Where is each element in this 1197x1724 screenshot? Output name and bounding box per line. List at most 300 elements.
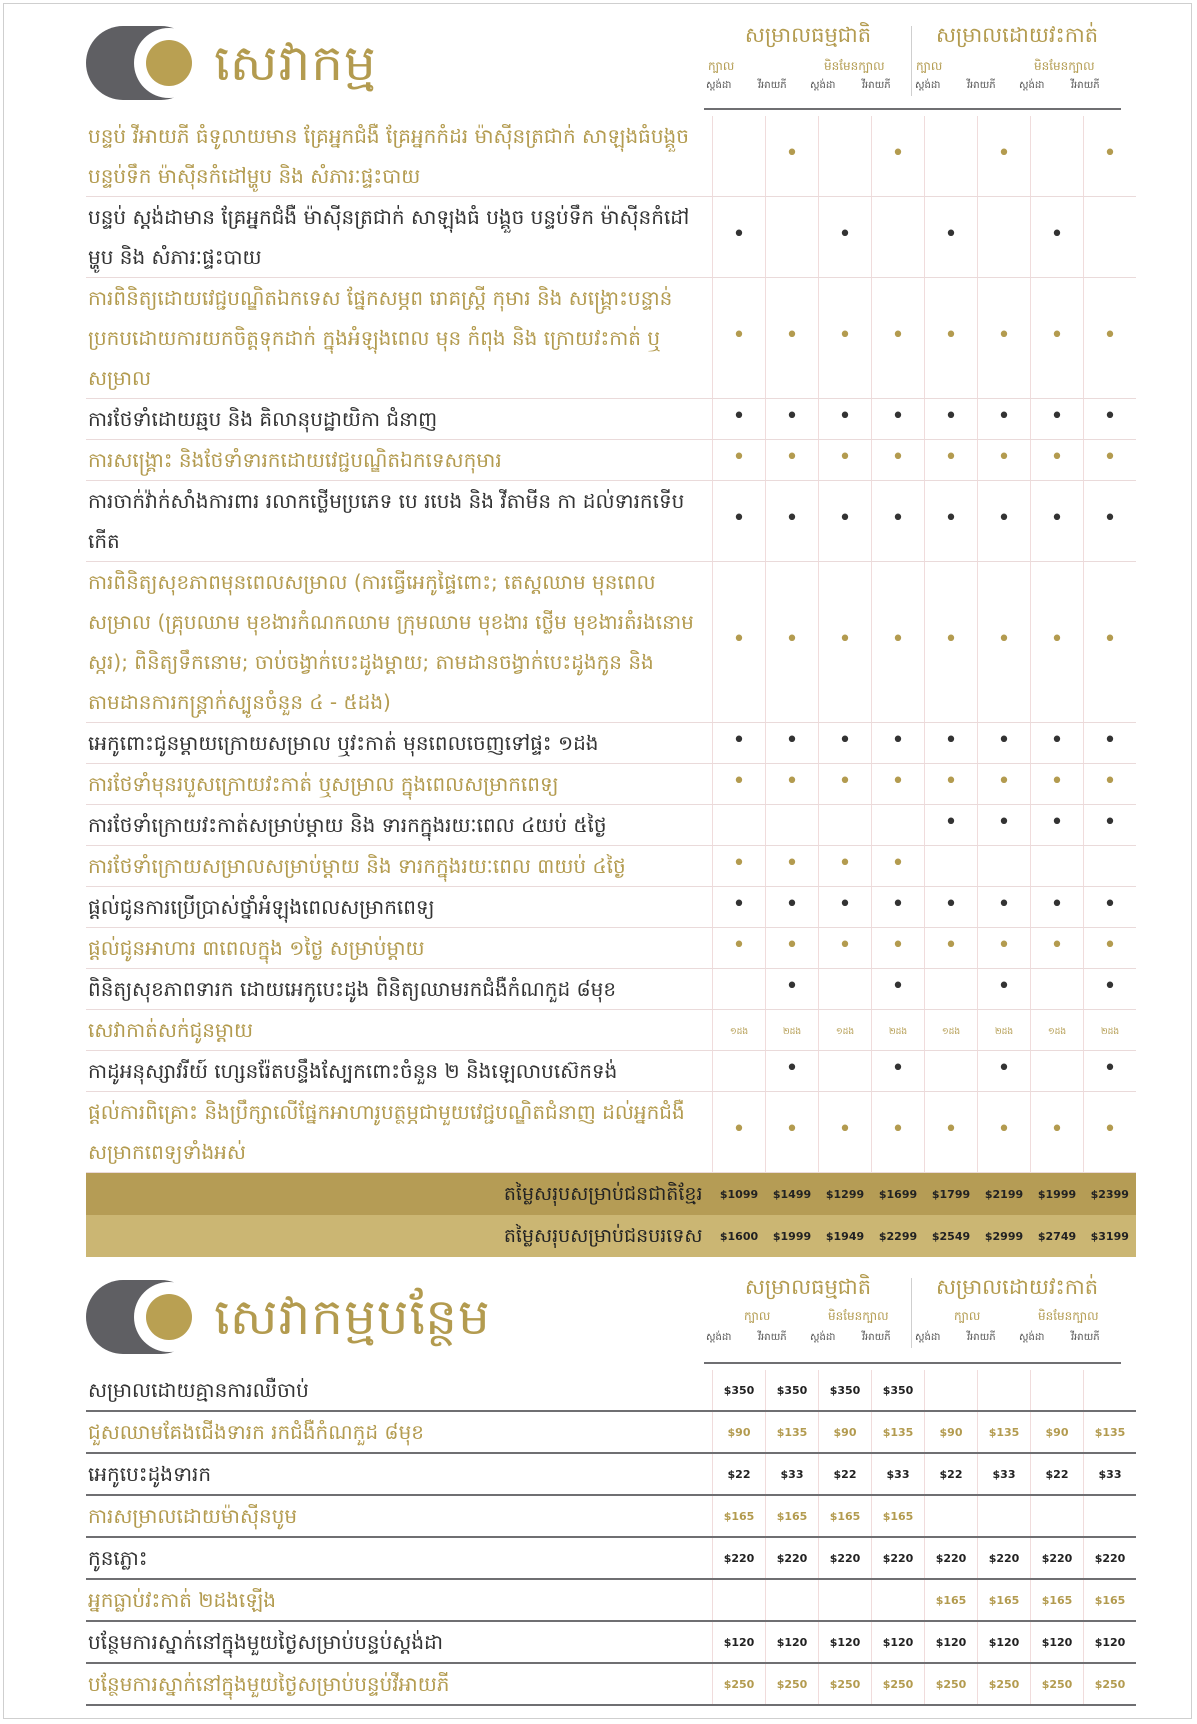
service-label: ផ្តល់ការពិគ្រោះ និងប្រឹក្សាលើផ្នែកអាហារូបត្ថម្ភជាមួយវេជ្ជបណ្ឌិតជំនាញ ដល់អ្នកជំងឺសម្រាកពេទ្យទាំងអស់	[86, 1092, 713, 1173]
extra-service-price: $22	[819, 1453, 872, 1495]
service-cell	[978, 399, 1031, 440]
service-mark: •	[1103, 506, 1117, 531]
service-cell	[1031, 723, 1084, 764]
service-mark: •	[732, 404, 746, 429]
service-row	[86, 440, 1136, 481]
service-cell	[872, 1051, 925, 1092]
sub-nonhead-label: មិនមែនក្បាល	[824, 59, 885, 73]
service-mark: •	[997, 506, 1011, 531]
service-cell	[1084, 481, 1137, 562]
service-mark: •	[997, 627, 1011, 652]
service-mark: •	[1103, 728, 1117, 753]
service-cell	[1084, 1092, 1137, 1173]
extra-service-price: $135	[978, 1411, 1031, 1453]
service-cell	[978, 481, 1031, 562]
price-label: តម្លៃសរុបសម្រាប់ជនជាតិខ្មែរ	[503, 1183, 703, 1205]
service-mark: •	[785, 141, 799, 166]
service-cell	[766, 969, 819, 1010]
price-label: តម្លៃសរុបសម្រាប់ជនបរទេស	[503, 1225, 703, 1247]
service-mark: ១ដង	[941, 1026, 961, 1037]
service-cell	[872, 764, 925, 805]
subsub-standard: ស្តង់ដា	[915, 80, 941, 91]
service-label: បន្ទប់ ស្តង់ដាមាន គ្រែអ្នកជំងឺ ម៉ាស៊ីនត្រជាក់ សាឡុងធំ បង្គួច បន្ទប់ទឹក ម៉ាស៊ីនកំដៅម្ហូប និង សំភារៈផ្ទះបាយ	[86, 197, 713, 278]
service-cell	[766, 278, 819, 399]
extra-services-table	[86, 1370, 1136, 1706]
service-cell	[819, 278, 872, 399]
service-cell	[819, 1051, 872, 1092]
price-value: $1949	[825, 1229, 865, 1243]
service-cell	[1084, 846, 1137, 887]
service-cell	[1084, 723, 1137, 764]
extra-service-price: $22	[713, 1453, 766, 1495]
service-label: ផ្តល់ជូនអាហារ ៣ពេលក្នុង ១ថ្ងៃ សម្រាប់ម្តាយ	[86, 928, 713, 969]
service-mark: •	[785, 974, 799, 999]
service-cell	[819, 1092, 872, 1173]
service-cell	[925, 562, 978, 723]
service-cell	[872, 399, 925, 440]
service-cell	[713, 887, 766, 928]
service-cell	[766, 764, 819, 805]
extra-service-price: $350	[872, 1370, 925, 1411]
extra-service-label: ជួសឈាមគែងជើងទារក រកជំងឺកំណកួដ ៨មុខ	[86, 1411, 713, 1453]
service-cell	[819, 887, 872, 928]
service-cell	[1031, 278, 1084, 399]
service-cell	[1084, 399, 1137, 440]
service-cell	[713, 440, 766, 481]
service-cell	[1084, 197, 1137, 278]
service-cell	[1031, 399, 1084, 440]
service-mark: •	[732, 851, 746, 876]
service-row	[86, 1092, 1136, 1173]
service-mark: •	[732, 222, 746, 247]
service-cell	[713, 197, 766, 278]
service-row	[86, 764, 1136, 805]
service-mark: •	[785, 1117, 799, 1142]
service-cell	[925, 887, 978, 928]
service-row	[86, 116, 1136, 197]
service-mark: •	[838, 892, 852, 917]
service-label: ការពិនិត្យដោយវេជ្ជបណ្ឌិតឯកទេស ផ្នែកសម្ភព រោគស្ត្រី កុមារ និង សង្គ្រោះបន្ទាន់ ប្រកបដោយការយកចិត្តទុកដាក់ ក្នុងអំឡុងពេល មុន កំពុង និង ក្រោយវះកាត់ ឬសម្រាល	[86, 278, 713, 399]
service-cell	[766, 481, 819, 562]
service-cell	[925, 440, 978, 481]
service-mark: •	[1103, 933, 1117, 958]
service-mark: ១ដង	[729, 1026, 749, 1037]
service-mark: •	[891, 974, 905, 999]
sub-nonhead-label: មិនមែនក្បាល	[828, 1309, 889, 1323]
extra-service-price: $120	[1031, 1621, 1084, 1663]
service-cell	[766, 928, 819, 969]
service-cell	[766, 399, 819, 440]
extra-service-price: $120	[978, 1621, 1031, 1663]
service-label: ផ្តល់ជូនការប្រើប្រាស់ថ្នាំអំឡុងពេលសម្រាកពេទ្យ	[86, 887, 713, 928]
service-cell	[872, 116, 925, 197]
extra-services-header	[86, 1270, 1121, 1382]
extra-service-price: $250	[713, 1663, 766, 1705]
service-mark: •	[785, 445, 799, 470]
service-mark: •	[891, 627, 905, 652]
service-cell	[925, 481, 978, 562]
price-value: $1299	[825, 1187, 865, 1201]
service-cell	[978, 1010, 1031, 1051]
price-value: $2549	[931, 1229, 971, 1243]
service-cell	[713, 969, 766, 1010]
extra-service-price: $220	[872, 1537, 925, 1579]
service-cell	[766, 116, 819, 197]
service-cell	[1031, 764, 1084, 805]
service-mark: •	[785, 1056, 799, 1081]
service-mark: •	[1103, 810, 1117, 835]
extra-service-label: ការសម្រាលដោយម៉ាស៊ីនបូម	[86, 1495, 713, 1537]
service-cell	[766, 805, 819, 846]
extra-service-price	[713, 1579, 766, 1621]
service-cell	[978, 846, 1031, 887]
service-cell	[1084, 928, 1137, 969]
service-cell	[872, 723, 925, 764]
extra-service-price	[872, 1579, 925, 1621]
extra-service-row	[86, 1537, 1136, 1579]
service-row	[86, 969, 1136, 1010]
service-label: ការថែទាំក្រោយវះកាត់សម្រាប់ម្តាយ និង ទារកក្នុងរយៈពេល ៤យប់ ៥ថ្ងៃ	[86, 805, 713, 846]
extra-service-price	[766, 1579, 819, 1621]
sub-head-label-2: ក្បាល	[916, 59, 943, 73]
service-mark: ២ដង	[994, 1026, 1014, 1037]
price-row	[86, 1173, 1136, 1216]
extra-service-price: $33	[978, 1453, 1031, 1495]
service-cell	[925, 723, 978, 764]
brand-logo-icon	[86, 1280, 198, 1354]
service-cell	[925, 116, 978, 197]
extra-service-price: $220	[1031, 1537, 1084, 1579]
service-cell	[978, 278, 1031, 399]
service-mark: •	[891, 1056, 905, 1081]
service-cell	[819, 116, 872, 197]
service-cell	[713, 481, 766, 562]
extra-service-price	[925, 1495, 978, 1537]
extra-service-price: $135	[872, 1411, 925, 1453]
extra-service-price: $350	[713, 1370, 766, 1411]
extra-service-price: $135	[1084, 1411, 1137, 1453]
service-mark: •	[944, 445, 958, 470]
service-label: បន្ទប់ វីអាយភី ធំទូលាយមាន គ្រែអ្នកជំងឺ គ្រែអ្នកកំដរ ម៉ាស៊ីនត្រជាក់ សាឡុងធំបង្គួច បន្ទប់ទឹក ម៉ាស៊ីនកំដៅម្ហូប និង សំភារៈផ្ទះបាយ	[86, 116, 713, 197]
service-row	[86, 278, 1136, 399]
extra-service-price	[819, 1579, 872, 1621]
extra-service-price: $120	[766, 1621, 819, 1663]
price-value: $1099	[719, 1187, 759, 1201]
service-cell	[1031, 116, 1084, 197]
service-cell	[872, 1010, 925, 1051]
service-cell	[978, 116, 1031, 197]
extra-service-price	[1084, 1495, 1137, 1537]
extra-service-price: $90	[819, 1411, 872, 1453]
brand-logo-icon	[86, 26, 198, 100]
extra-service-price: $90	[925, 1411, 978, 1453]
price-value: $1999	[1037, 1187, 1077, 1201]
service-mark: •	[997, 141, 1011, 166]
service-mark: •	[891, 933, 905, 958]
subsub-standard: ស្តង់ដា	[1019, 1332, 1045, 1343]
subsub-standard: ស្តង់ដា	[706, 80, 732, 91]
service-cell	[1031, 805, 1084, 846]
price-value: $2299	[878, 1229, 918, 1243]
service-cell	[925, 278, 978, 399]
service-mark: •	[785, 506, 799, 531]
service-cell	[1084, 805, 1137, 846]
extra-service-price: $220	[819, 1537, 872, 1579]
service-mark: •	[1103, 1117, 1117, 1142]
price-value: $1499	[772, 1187, 812, 1201]
service-mark: •	[785, 728, 799, 753]
brochure-page	[3, 3, 1192, 1719]
service-mark: •	[785, 892, 799, 917]
extra-service-price: $220	[1084, 1537, 1137, 1579]
service-mark: •	[891, 769, 905, 794]
service-mark: •	[732, 323, 746, 348]
service-cell	[819, 764, 872, 805]
sub-head-label: ក្បាល	[708, 59, 735, 73]
service-cell	[925, 928, 978, 969]
service-row	[86, 805, 1136, 846]
extra-service-price: $120	[713, 1621, 766, 1663]
service-cell	[713, 562, 766, 723]
service-mark: •	[838, 933, 852, 958]
service-mark: •	[891, 851, 905, 876]
service-mark: •	[997, 933, 1011, 958]
extra-service-label: អ្នកធ្លាប់វះកាត់ ២ដងឡើង	[86, 1579, 713, 1621]
group-cesarean: សម្រាលដោយវះកាត់	[935, 1275, 1099, 1299]
service-cell	[713, 928, 766, 969]
price-value: $2199	[984, 1187, 1024, 1201]
price-row	[86, 1215, 1136, 1257]
service-mark: •	[944, 769, 958, 794]
service-cell	[872, 440, 925, 481]
service-cell	[1084, 1051, 1137, 1092]
service-cell	[978, 764, 1031, 805]
subsub-standard: ស្តង់ដា	[915, 1332, 941, 1343]
service-mark: •	[997, 728, 1011, 753]
service-cell	[872, 928, 925, 969]
service-cell	[925, 846, 978, 887]
service-mark: •	[838, 769, 852, 794]
service-cell	[925, 764, 978, 805]
service-mark: •	[1050, 323, 1064, 348]
service-cell	[819, 562, 872, 723]
extra-service-price: $165	[872, 1495, 925, 1537]
service-cell	[872, 197, 925, 278]
service-row	[86, 928, 1136, 969]
service-label: កាដូអនុស្សាវរីយ៍ ហ្សេនរ៉ែតបន្ទឹងស្បែកពោះចំនួន ២ និងឡេលាបស៊េកទង់	[86, 1051, 713, 1092]
service-cell	[766, 562, 819, 723]
service-cell	[819, 1010, 872, 1051]
extra-services-title: សេវាកម្មបន្ថែម	[214, 1288, 491, 1346]
service-mark: •	[1103, 627, 1117, 652]
price-value: $1799	[931, 1187, 971, 1201]
service-cell	[925, 399, 978, 440]
service-mark: •	[944, 222, 958, 247]
extra-service-price: $220	[978, 1537, 1031, 1579]
service-cell	[819, 481, 872, 562]
service-row	[86, 723, 1136, 764]
extra-service-price: $350	[766, 1370, 819, 1411]
service-mark: •	[785, 627, 799, 652]
service-mark: •	[944, 323, 958, 348]
service-cell	[819, 723, 872, 764]
service-mark: •	[838, 323, 852, 348]
service-cell	[978, 1051, 1031, 1092]
service-mark: •	[997, 1117, 1011, 1142]
service-mark: •	[997, 445, 1011, 470]
price-value: $1699	[878, 1187, 918, 1201]
service-label: ការចាក់វ៉ាក់សាំងការពារ រលាកថ្លើមប្រភេទ បេ របេង និង វីតាមីន កា ដល់ទារកទើបកើត	[86, 481, 713, 562]
sub-nonhead-label-2: មិនមែនក្បាល	[1034, 59, 1095, 73]
service-mark: •	[732, 445, 746, 470]
extra-service-price: $90	[1031, 1411, 1084, 1453]
sub-head-label-2: ក្បាល	[954, 1309, 981, 1323]
service-mark: •	[944, 627, 958, 652]
extra-service-price: $135	[766, 1411, 819, 1453]
service-label: ការពិនិត្យសុខភាពមុនពេលសម្រាល (ការធ្វើអេកូផ្ទៃពោះ; តេស្តឈាម មុនពេលសម្រាល (គ្រុបឈាម មុខងារកំណកឈាម ក្រុមឈាម មុខងារ ថ្លើម មុខងារតំរងនោម ស្ករ); ពិនិត្យទឹកនោម; ចាប់ចង្វាក់បេះដូងម្តាយ; តាមដានចង្វាក់បេះដូងកូន និងតាមដានការកន្ត្រាក់ស្បូនចំនួន ៤ - ៥ដង)	[86, 562, 713, 723]
service-mark: •	[838, 627, 852, 652]
service-mark: •	[891, 141, 905, 166]
service-mark: •	[1103, 404, 1117, 429]
subsub-vip: វីអាយភី	[862, 1332, 891, 1343]
service-cell	[819, 969, 872, 1010]
service-mark: •	[1050, 404, 1064, 429]
service-mark: •	[1103, 892, 1117, 917]
service-mark: •	[1050, 769, 1064, 794]
extra-service-row	[86, 1579, 1136, 1621]
service-cell	[713, 846, 766, 887]
extra-service-price: $165	[978, 1579, 1031, 1621]
service-mark: •	[891, 506, 905, 531]
subsub-standard: ស្តង់ដា	[706, 1332, 732, 1343]
extra-service-price: $90	[713, 1411, 766, 1453]
service-cell	[978, 887, 1031, 928]
subsub-standard: ស្តង់ដា	[1019, 80, 1045, 91]
service-mark: •	[997, 974, 1011, 999]
service-mark: •	[838, 1117, 852, 1142]
service-cell	[1031, 481, 1084, 562]
service-cell	[872, 562, 925, 723]
service-mark: •	[732, 627, 746, 652]
service-cell	[1031, 197, 1084, 278]
service-cell	[925, 969, 978, 1010]
subsub-vip: វីអាយភី	[758, 1332, 787, 1343]
extra-service-price: $250	[925, 1663, 978, 1705]
service-mark: ២ដង	[1100, 1026, 1120, 1037]
service-mark: •	[732, 933, 746, 958]
service-cell	[925, 1092, 978, 1173]
service-mark: ២ដង	[782, 1026, 802, 1037]
service-cell	[1084, 1010, 1137, 1051]
services-header	[86, 4, 1121, 116]
extra-service-price	[1031, 1495, 1084, 1537]
service-label: អេកូពោះជូនម្តាយក្រោយសម្រាល ឬវះកាត់ មុនពេលចេញទៅផ្ទះ ១ដង	[86, 723, 713, 764]
service-cell	[978, 723, 1031, 764]
service-cell	[872, 278, 925, 399]
service-cell	[766, 1010, 819, 1051]
extra-service-price: $250	[1084, 1663, 1137, 1705]
extra-service-price: $250	[978, 1663, 1031, 1705]
service-label: ការសង្គ្រោះ និងថែទាំទារកដោយវេជ្ជបណ្ឌិតឯកទេសកុមារ	[86, 440, 713, 481]
extra-service-price: $165	[766, 1495, 819, 1537]
price-value: $1600	[719, 1229, 759, 1243]
service-cell	[925, 1051, 978, 1092]
extra-service-price: $33	[872, 1453, 925, 1495]
service-mark: •	[1050, 1117, 1064, 1142]
service-mark: •	[891, 892, 905, 917]
service-mark: •	[732, 728, 746, 753]
service-cell	[713, 805, 766, 846]
extra-service-price: $120	[819, 1621, 872, 1663]
service-mark: •	[1050, 506, 1064, 531]
extra-service-row	[86, 1663, 1136, 1705]
service-mark: •	[838, 506, 852, 531]
service-mark: •	[1103, 974, 1117, 999]
extra-service-label: សម្រាលដោយគ្មានការឈឺចាប់	[86, 1370, 713, 1411]
service-cell	[978, 562, 1031, 723]
service-label: ការថែទាំមុនរបួសក្រោយវះកាត់ ឬសម្រាល ក្នុងពេលសម្រាកពេទ្យ	[86, 764, 713, 805]
service-row	[86, 399, 1136, 440]
extra-service-price: $220	[925, 1537, 978, 1579]
service-mark: •	[1103, 769, 1117, 794]
price-value: $1999	[772, 1229, 812, 1243]
service-mark: •	[785, 404, 799, 429]
price-value: $2749	[1037, 1229, 1077, 1243]
service-cell	[978, 1092, 1031, 1173]
service-cell	[819, 399, 872, 440]
service-mark: •	[891, 728, 905, 753]
subsub-vip: វីអាយភី	[967, 1332, 996, 1343]
service-cell	[1031, 969, 1084, 1010]
service-cell	[1084, 764, 1137, 805]
service-cell	[1084, 278, 1137, 399]
subsub-vip: វីអាយភី	[1071, 80, 1100, 91]
service-cell	[872, 481, 925, 562]
service-mark: •	[891, 1117, 905, 1142]
service-mark: •	[891, 445, 905, 470]
service-row	[86, 846, 1136, 887]
service-mark: •	[838, 222, 852, 247]
extra-service-row	[86, 1495, 1136, 1537]
extra-service-label: បន្ថែមការស្នាក់នៅក្នុងមួយថ្ងៃសម្រាប់បន្ទប់ស្តង់ដា	[86, 1621, 713, 1663]
service-mark: •	[1103, 445, 1117, 470]
service-mark: •	[785, 769, 799, 794]
service-cell	[872, 805, 925, 846]
service-mark: •	[838, 445, 852, 470]
service-mark: •	[1050, 728, 1064, 753]
service-mark: •	[944, 933, 958, 958]
extra-service-label: កូនភ្លោះ	[86, 1537, 713, 1579]
extra-service-price: $165	[1084, 1579, 1137, 1621]
service-mark: •	[997, 404, 1011, 429]
service-mark: •	[944, 892, 958, 917]
service-cell	[766, 1092, 819, 1173]
extra-service-price: $250	[1031, 1663, 1084, 1705]
service-label: សេវាកាត់សក់ជូនម្តាយ	[86, 1010, 713, 1051]
service-mark: •	[838, 404, 852, 429]
service-mark: •	[1050, 810, 1064, 835]
service-mark: •	[997, 810, 1011, 835]
service-cell	[1084, 116, 1137, 197]
extra-service-row	[86, 1411, 1136, 1453]
services-table	[86, 116, 1136, 1257]
service-cell	[1031, 887, 1084, 928]
service-cell	[713, 723, 766, 764]
service-mark: •	[997, 892, 1011, 917]
service-mark: •	[838, 728, 852, 753]
subsub-vip: វីអាយភី	[758, 80, 787, 91]
extra-service-row	[86, 1621, 1136, 1663]
